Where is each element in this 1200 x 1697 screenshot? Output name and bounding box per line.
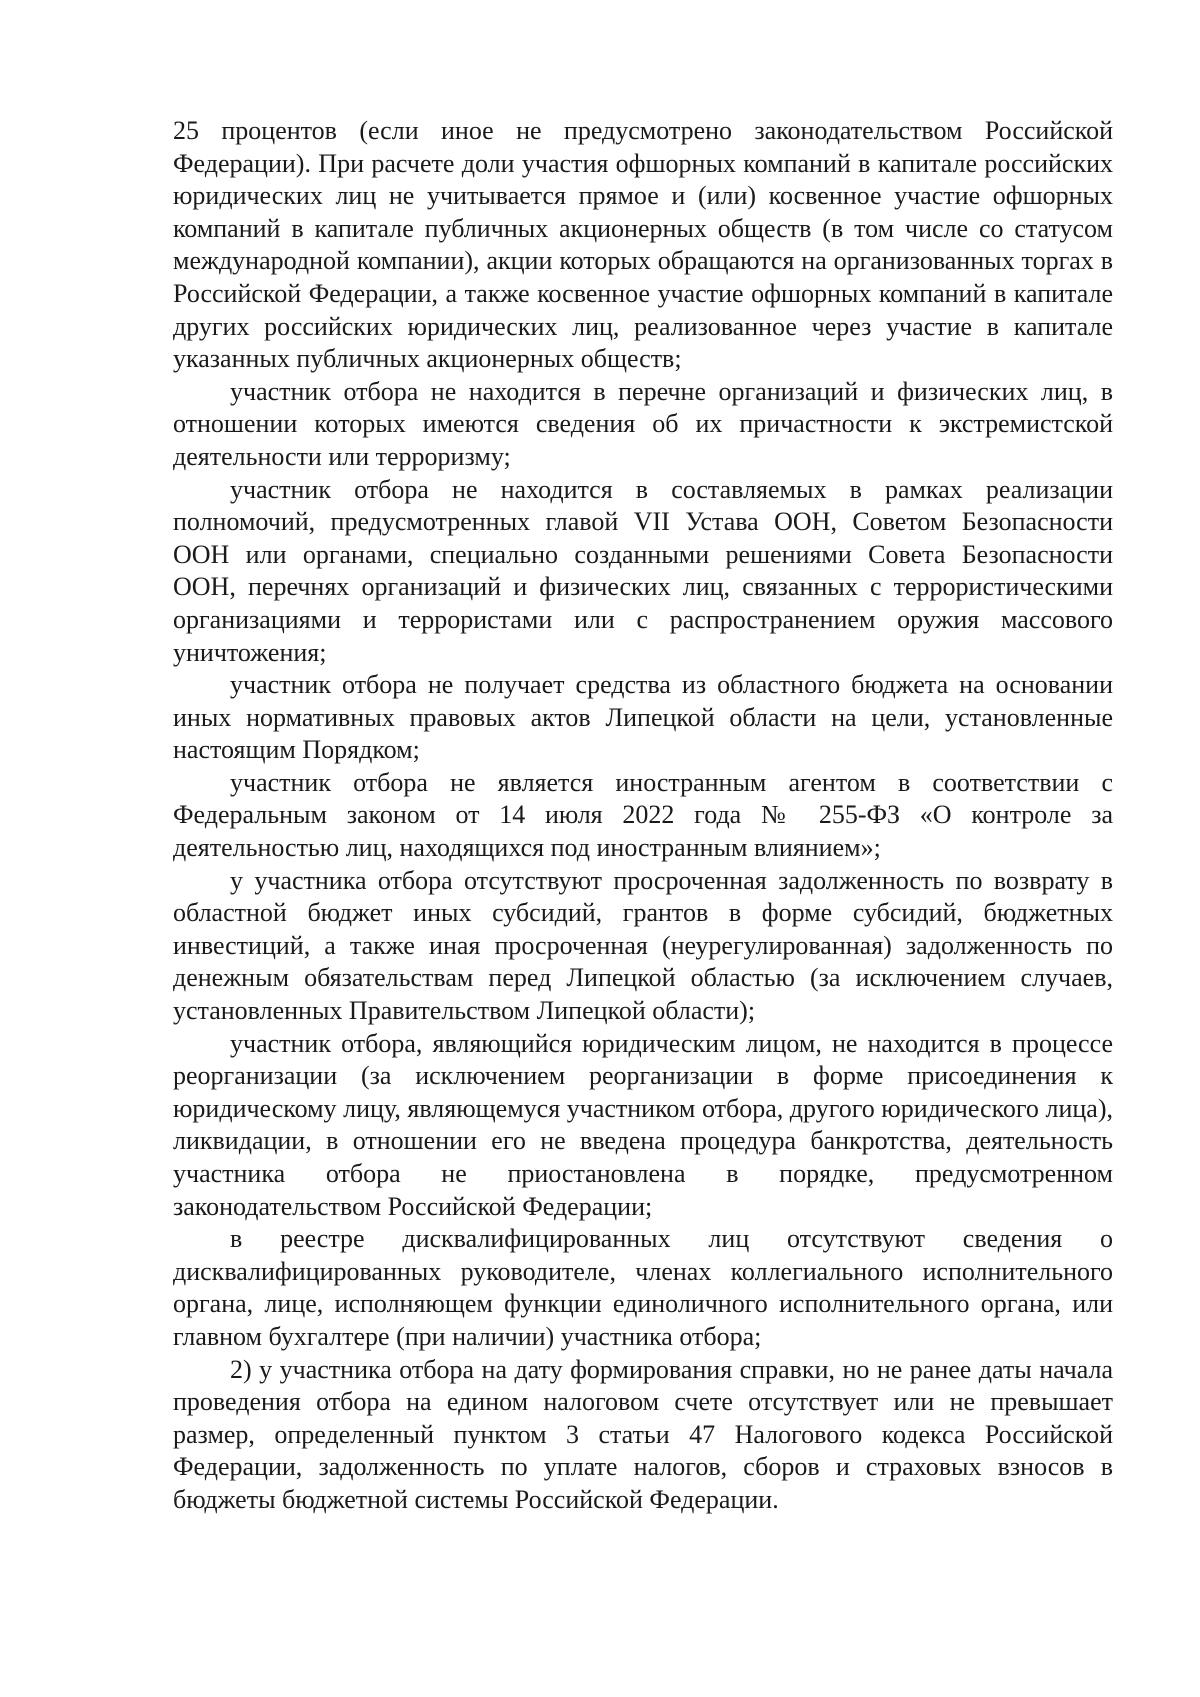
paragraph-foreign-agent: участник отбора не является иностранным агентом в соответствии с Федеральным законом от 14 июля 2022 года № 255-ФЗ «О контроле за деятельностью лиц, находящихся под иностранным влиянием»; bbox=[173, 767, 1113, 863]
paragraph-extremism-list: участник отбора не находится в перечне организаций и физических лиц, в отношении которых имеются сведения об их причастности к экстремистской деятельности или терроризму; bbox=[173, 376, 1113, 471]
paragraph-overdue-debt: у участника отбора отсутствуют просроченная задолженность по возврату в областной бюджет иных субсидий, грантов в форме субсидий, бюджетных инвестиций, а также иная просроченная (неурегулированная) задолженность по денежным обязательствам перед Липецкой областью (за исключением случаев, установленных Правительством Липецкой области); bbox=[173, 865, 1113, 1026]
document-body bbox=[173, 115, 1113, 1517]
paragraph-un-sanctions-list: участник отбора не находится в составляемых в рамках реализации полномочий, предусмотренных главой VII Устава ООН, Советом Безопасности ООН или органами, специально созданными решениями Совета Безопасности ООН, перечнях организаций и физических лиц, связанных с террористическими организациями и террористами или с распространением оружия массового уничтожения; bbox=[173, 474, 1113, 667]
paragraph-tax-debt: 2) у участника отбора на дату формирования справки, но не ранее даты начала проведения отбора на едином налоговом счете отсутствует или не превышает размер, определенный пунктом 3 статьи 47 Налогового кодекса Российской Федерации, задолженность по уплате налогов, сборов и страховых взносов в бюджеты бюджетной системы Российской Федерации. bbox=[173, 1354, 1113, 1514]
paragraph-offshore-share: 25 процентов (если иное не предусмотрено законодательством Российской Федерации). При расчете доли участия офшорных компаний в капитале российских юридических лиц не учитывается прямое и (или) косвенное участие офшорных компаний в капитале публичных акционерных обществ (в том числе со статусом международной компании), акции которых обращаются на организованных торгах в Российской Федерации, а также косвенное участие офшорных компаний в капитале других российских юридических лиц, реализованное через участие в капитале указанных публичных акционерных обществ; bbox=[173, 116, 1113, 374]
paragraph-no-other-budget-funds: участник отбора не получает средства из областного бюджета на основании иных нормативных правовых актов Липецкой области на цели, установленные настоящим Порядком; bbox=[173, 670, 1113, 765]
paragraph-reorganization: участник отбора, являющийся юридическим лицом, не находится в процессе реорганизации (за исключением реорганизации в форме присоединения к юридическому лицу, являющемуся участником отбора, другого юридического лица), ликвидации, в отношении его не введена процедура банкротства, деятельность участника отбора не приостановлена в порядке, предусмотренном законодательством Российской Федерации; bbox=[173, 1028, 1113, 1221]
paragraph-disqualified-persons: в реестре дисквалифицированных лиц отсутствуют сведения о дисквалифицированных руководителе, членах коллегиального исполнительного органа, лице, исполняющем функции единоличного исполнительного органа, или главном бухгалтере (при наличии) участника отбора; bbox=[173, 1224, 1113, 1351]
